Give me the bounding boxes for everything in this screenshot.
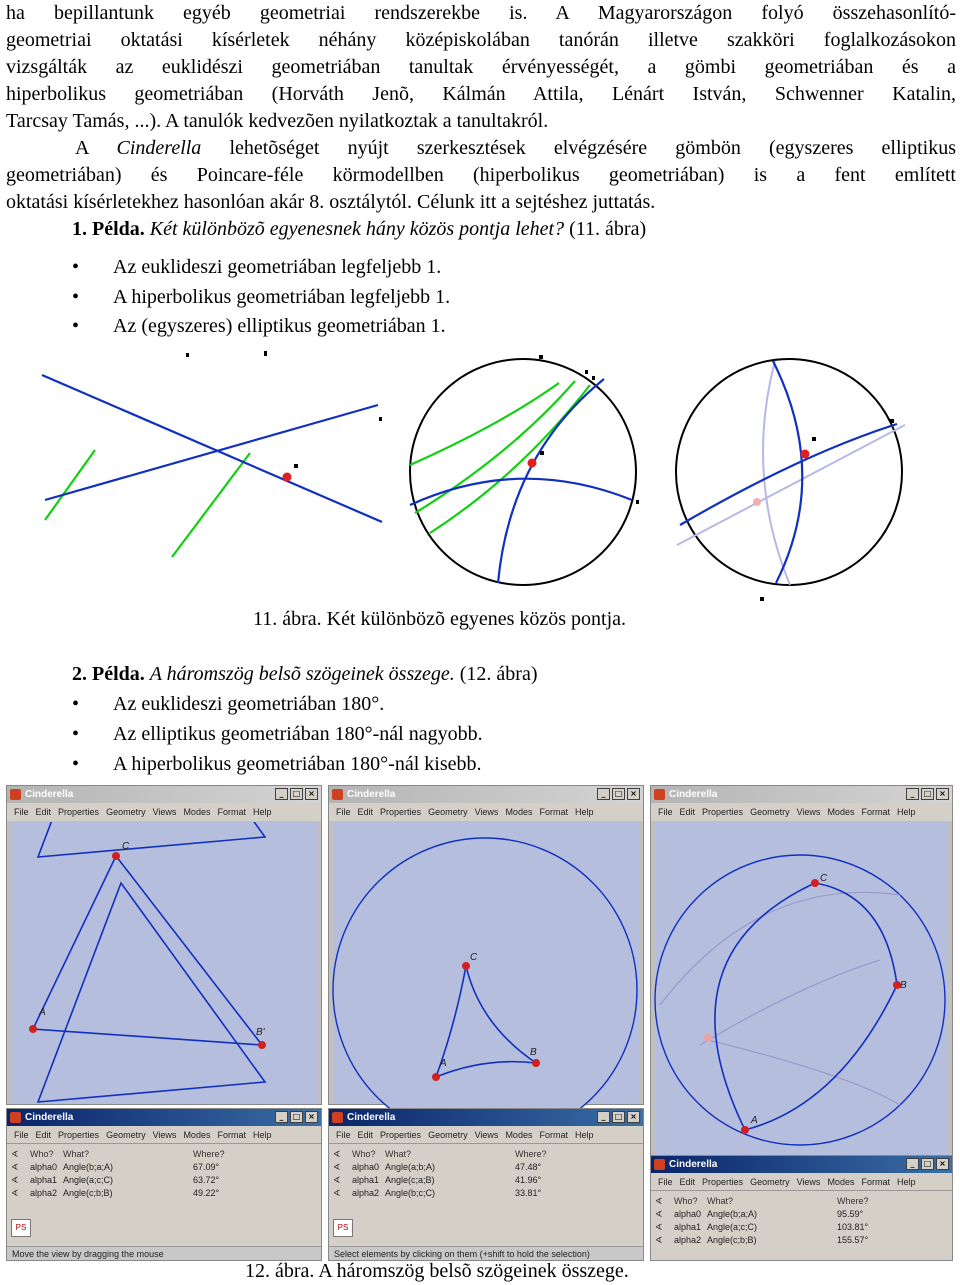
text-line [75,135,956,162]
bullet-icon: • [72,753,80,775]
cell-where: 49.22° [193,1187,220,1198]
menu-file[interactable]: File [658,1177,673,1187]
column-header: Where? [193,1148,225,1159]
window-title: Cinderella [669,789,718,800]
figure-11-caption: 11. ábra. Két különbözõ egyenes közös pontja. [253,608,627,630]
marker [540,451,544,455]
menu-geometry[interactable]: Geometry [428,1130,468,1140]
point-label: A [440,1058,447,1069]
poincare-disk [333,838,637,1142]
cell-who[interactable]: alpha0 [30,1161,58,1172]
maximize-button[interactable]: □ [921,788,934,800]
menu-modes[interactable]: Modes [505,1130,533,1140]
marker [264,351,267,356]
table-header [27,1147,228,1160]
cell-what: Angle(a;b;A) [385,1161,436,1172]
menu-modes[interactable]: Modes [827,807,855,817]
cell-who[interactable]: alpha0 [352,1161,380,1172]
window-titlebar[interactable] [7,1109,321,1126]
close-button[interactable]: × [305,788,318,800]
measurement-table [27,1147,228,1199]
window-title: Cinderella [669,1159,718,1170]
status-bar: Move the view by dragging the mouse [7,1246,321,1260]
bullet-text: A hiperbolikus geometriában 180°-nál kisebb. [113,753,482,775]
text-fragment: lehetõséget nyújt szerkesztések elvégzésére gömbön (egyszeres elliptikus [201,137,956,159]
column-header: What? [63,1148,90,1159]
triangle [33,856,262,1045]
minimize-button[interactable]: _ [275,788,288,800]
ps-icon[interactable]: PS [11,1219,31,1237]
menu-views[interactable]: Views [152,1130,177,1140]
minimize-button[interactable]: _ [906,788,919,800]
marker [585,370,588,374]
angle-icon: ∢ [333,1149,341,1159]
status-bar: Select elements by clicking on them (+shift to hold the selection) [329,1246,643,1260]
window-titlebar[interactable] [651,1156,952,1173]
app-icon [332,1112,343,1123]
table-row [27,1186,228,1199]
example-question: A háromszög belsõ szögeinek összege. [149,663,455,685]
maximize-button[interactable]: □ [612,1111,625,1123]
menu-properties[interactable]: Properties [380,807,422,817]
marker [294,464,298,468]
table-row [349,1186,550,1199]
marker [812,437,816,441]
example-label: 2. Példa. [72,663,145,685]
column-header: Who? [30,1148,54,1159]
menu-views[interactable]: Views [796,807,821,817]
menu-views[interactable]: Views [152,807,177,817]
cell-what: Angle(c;b;B) [63,1187,113,1198]
green-line [172,453,250,557]
menu-help[interactable]: Help [252,1130,272,1140]
menu-file[interactable]: File [14,807,29,817]
blue-line [498,379,604,583]
maximize-button[interactable]: □ [290,1111,303,1123]
vertex-point [462,962,470,970]
angle-icon: ∢ [655,1196,663,1206]
menu-geometry[interactable]: Geometry [750,807,790,817]
menu-edit[interactable]: Edit [35,807,52,817]
cell-where: 67.09° [193,1161,220,1172]
marker [760,597,764,601]
vertex-point [811,879,819,887]
euclidean-triangle [29,841,266,1049]
antipodal-point [704,1034,712,1042]
marker [890,419,894,423]
table-row [349,1160,550,1173]
menu-bar [7,1126,321,1144]
point-label: C [820,873,828,884]
close-button[interactable]: × [936,1158,949,1170]
menu-file[interactable]: File [336,1130,351,1140]
antipodal-point [753,498,761,506]
cell-what: Angle(b;a;A) [63,1161,114,1172]
point-label: C [470,952,478,963]
menu-file[interactable]: File [658,807,673,817]
text-line: geometriában) és Poincare-féle körmodellben (hiperbolikus geometriában) is a fent említett [6,164,956,186]
menu-views[interactable]: Views [474,1130,499,1140]
front-line [680,424,897,525]
back-line [677,425,905,545]
window-title: Cinderella [347,789,396,800]
table-header [671,1194,872,1207]
menu-edit[interactable]: Edit [679,807,696,817]
angle-icon: ∢ [655,1235,663,1245]
text-fragment: A [75,137,117,159]
menu-help[interactable]: Help [252,807,272,817]
marker [539,355,543,359]
menu-format[interactable]: Format [217,807,246,817]
vertex-point [741,1126,749,1134]
text-line: geometriai oktatási kísérletek néhány középiskolában tanórán illetve szakköri foglalkozásokon [6,29,956,51]
menu-help[interactable]: Help [896,1177,916,1187]
text-line: ha bepillantunk egyéb geometriai rendszerekbe is. A Magyarországon folyó összehasonlító- [6,2,956,24]
angle-icon: ∢ [333,1162,341,1172]
menu-modes[interactable]: Modes [183,807,211,817]
menu-geometry[interactable]: Geometry [428,807,468,817]
angle-icon: ∢ [333,1175,341,1185]
info-panel-hyperbolic [328,1108,644,1261]
menu-help[interactable]: Help [574,1130,594,1140]
table-row [349,1173,550,1186]
example-1-heading [72,216,646,243]
example-2-heading [72,661,538,688]
bullet-icon: • [72,315,80,337]
vertex-point [29,1025,37,1033]
cell-what: Angle(c;b;B) [707,1234,757,1245]
cell-what: Angle(b;c;C) [385,1187,436,1198]
figure-12-caption: 12. ábra. A háromszög belsõ szögeinek összege. [245,1260,629,1282]
minimize-button[interactable]: _ [597,1111,610,1123]
angle-icon: ∢ [333,1188,341,1198]
intersection-point [801,450,810,459]
maximize-button[interactable]: □ [290,788,303,800]
point-label: B [900,980,907,991]
table-row [671,1233,872,1246]
menu-edit[interactable]: Edit [35,1130,52,1140]
menu-geometry[interactable]: Geometry [106,807,146,817]
close-button[interactable]: × [627,788,640,800]
cell-what: Angle(c;a;B) [385,1174,435,1185]
menu-format[interactable]: Format [861,1177,890,1187]
bullet-text: Az euklideszi geometriában legfeljebb 1. [113,256,442,278]
info-panel-elliptic [650,1155,953,1261]
menu-properties[interactable]: Properties [702,807,744,817]
cell-where: 95.59° [837,1208,864,1219]
close-button[interactable]: × [305,1111,318,1123]
menu-views[interactable]: Views [796,1177,821,1187]
angle-icon: ∢ [11,1162,19,1172]
figure-11 [0,345,960,605]
angle-icon: ∢ [11,1149,19,1159]
point-label: A [751,1115,758,1126]
bullet-text: Az (egyszeres) elliptikus geometriában 1. [113,315,446,337]
column-header: Who? [352,1148,376,1159]
menu-bar [651,1173,952,1191]
cell-who[interactable]: alpha1 [674,1221,702,1232]
green-line [410,383,559,465]
app-icon [10,1112,21,1123]
menu-properties[interactable]: Properties [58,807,100,817]
text-line: Tarcsay Tamás, ...). A tanulók kedvezõen nyilatkoztak a tanultakról. [6,110,549,132]
column-header: What? [385,1148,412,1159]
cell-where: 63.72° [193,1174,220,1185]
cell-where: 47.48° [515,1161,542,1172]
column-header: Who? [674,1195,698,1206]
bullet-icon: • [72,256,80,278]
angle-icon: ∢ [655,1222,663,1232]
point-label: C [122,841,130,852]
blue-line [45,405,378,500]
marker [592,376,595,380]
poincare-disk [410,359,636,585]
cell-where: 103.81° [837,1221,869,1232]
cell-where: 155.57° [837,1234,869,1245]
hyperbolic-disk [410,355,639,585]
menu-help[interactable]: Help [896,807,916,817]
blue-line [42,375,382,522]
menu-format[interactable]: Format [539,807,568,817]
menu-format[interactable]: Format [861,807,890,817]
figure-ref: (12. ábra) [459,663,538,685]
marker [379,417,382,421]
menu-geometry[interactable]: Geometry [750,1177,790,1187]
sphere [655,855,945,1145]
menu-format[interactable]: Format [217,1130,246,1140]
marker [636,500,639,504]
angle-icon: ∢ [11,1175,19,1185]
minimize-button[interactable]: _ [597,788,610,800]
column-header: Where? [837,1195,869,1206]
bullet-text: Az euklideszi geometriában 180°. [113,693,385,715]
close-button[interactable]: × [936,788,949,800]
cell-who[interactable]: alpha1 [352,1174,380,1185]
table-row [671,1220,872,1233]
text-line: oktatási kísérletekhez hasonlóan akár 8. osztálytól. Célunk itt a sejtéshez juttatás. [6,191,656,213]
menu-views[interactable]: Views [474,807,499,817]
cell-where: 41.96° [515,1174,542,1185]
cell-who[interactable]: alpha2 [30,1187,58,1198]
info-panel-euclidean [6,1108,322,1261]
menu-geometry[interactable]: Geometry [106,1130,146,1140]
close-button[interactable]: × [627,1111,640,1123]
menu-modes[interactable]: Modes [505,807,533,817]
euclidean-plane [42,351,382,557]
elliptic-sphere [676,359,905,601]
app-icon [654,1159,665,1170]
table-header [349,1147,550,1160]
minimize-button[interactable]: _ [275,1111,288,1123]
menu-edit[interactable]: Edit [679,1177,696,1187]
angle-icon: ∢ [655,1209,663,1219]
hyperbolic-triangle [333,838,637,1142]
maximize-button[interactable]: □ [612,788,625,800]
text-line: hiperbolikus geometriában (Horváth Jenõ, Kálmán Attila, Lénárt István, Schwenner Katalin, [6,83,956,105]
window-title: Cinderella [25,1112,74,1123]
ps-icon[interactable]: PS [333,1219,353,1237]
bullet-text: A hiperbolikus geometriában legfeljebb 1. [113,286,451,308]
vertex-point [432,1073,440,1081]
angle-icon: ∢ [11,1188,19,1198]
table-row [27,1160,228,1173]
vertex-point [258,1041,266,1049]
minimize-button[interactable]: _ [906,1158,919,1170]
measurement-table [349,1147,550,1199]
menu-edit[interactable]: Edit [357,1130,374,1140]
blue-line [410,479,632,505]
point-label: B' [256,1027,265,1038]
window-title: Cinderella [347,1112,396,1123]
menu-properties[interactable]: Properties [58,1130,100,1140]
menu-format[interactable]: Format [539,1130,568,1140]
green-line [430,385,590,533]
software-name: Cinderella [116,137,202,159]
menu-bar [329,1126,643,1144]
cell-what: Angle(b;a;A) [707,1208,758,1219]
point-label: B [530,1047,537,1058]
point-label: A [39,1007,46,1018]
measurement-table [671,1194,872,1246]
cell-where: 33.81° [515,1187,542,1198]
menu-file[interactable]: File [336,807,351,817]
table-row [671,1207,872,1220]
menu-modes[interactable]: Modes [827,1177,855,1187]
menu-file[interactable]: File [14,1130,29,1140]
example-label: 1. Példa. [72,218,145,240]
marker [186,353,189,357]
bullet-icon: • [72,693,80,715]
intersection-point [528,459,537,468]
menu-help[interactable]: Help [574,807,594,817]
window-title: Cinderella [25,789,74,800]
window-titlebar[interactable] [329,1109,643,1126]
cell-who[interactable]: alpha2 [352,1187,380,1198]
cell-who[interactable]: alpha1 [30,1174,58,1185]
vertex-point [112,852,120,860]
menu-properties[interactable]: Properties [380,1130,422,1140]
menu-modes[interactable]: Modes [183,1130,211,1140]
menu-edit[interactable]: Edit [357,807,374,817]
table-row [27,1173,228,1186]
bullet-text: Az elliptikus geometriában 180°-nál nagyobb. [113,723,483,745]
green-line [45,450,95,520]
cell-what: Angle(a;c;C) [63,1174,114,1185]
figure-ref: (11. ábra) [569,218,647,240]
text-line: vizsgálták az euklidészi geometriában tanultak érvényességét, a gömbi geometriában és a [6,56,956,78]
cell-who[interactable]: alpha0 [674,1208,702,1219]
bullet-icon: • [72,286,80,308]
example-question: Két különbözõ egyenesnek hány közös pontja lehet? [149,218,565,240]
bullet-icon: • [72,723,80,745]
cell-who[interactable]: alpha2 [674,1234,702,1245]
menu-properties[interactable]: Properties [702,1177,744,1187]
cell-what: Angle(a;c;C) [707,1221,758,1232]
elliptic-triangle [655,855,945,1145]
column-header: What? [707,1195,734,1206]
maximize-button[interactable]: □ [921,1158,934,1170]
intersection-point [283,473,292,482]
vertex-point [532,1059,540,1067]
column-header: Where? [515,1148,547,1159]
